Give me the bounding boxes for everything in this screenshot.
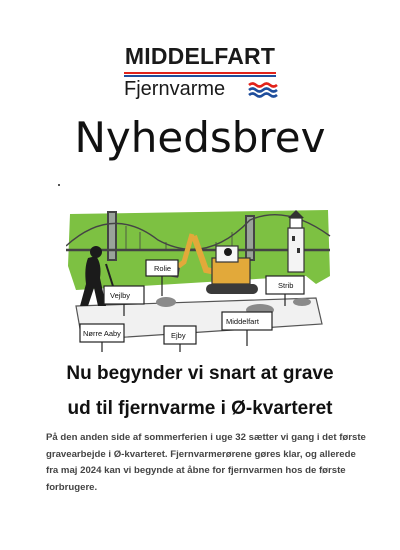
intro-line-1: På den anden side af sommerferien i uge 32 sætter vi gang i det første [46,432,366,443]
intro-paragraph [46,430,366,496]
sign-rolie: Rolie [154,264,172,273]
sign-norre-aaby: Nørre Aaby [83,329,121,338]
logo [0,40,400,102]
sign-middelfart: Middelfart [226,317,259,326]
newsletter-illustration [66,206,334,354]
wave-logo-icon [248,82,278,98]
logo-red-rule [124,72,276,74]
page-title: Nyhedsbrev [74,113,326,162]
lighthouse-icon [288,210,304,272]
headline-line-1: Nu begynder vi snart at grave [66,363,334,384]
intro-line-4: forbrugere. [46,481,98,493]
intro-line-2: gravearbejde i Ø-kvarteret. Fjernvarmerørene gøres klar, og allerede [46,448,356,460]
stray-dot [58,184,60,186]
headline-line-2: ud til fjernvarme i Ø-kvarteret [67,398,333,419]
sign-ejby: Ejby [171,331,186,340]
logo-wordmark-top: MIDDELFART [124,43,276,69]
intro-line-3: fra maj 2024 kan vi begynde at åbne for fjernvarmen hos de første [46,465,346,476]
sign-strib: Strib [278,281,294,290]
sign-vejlby: Vejlby [110,291,131,300]
logo-wordmark-bottom: Fjernvarme [124,78,226,100]
